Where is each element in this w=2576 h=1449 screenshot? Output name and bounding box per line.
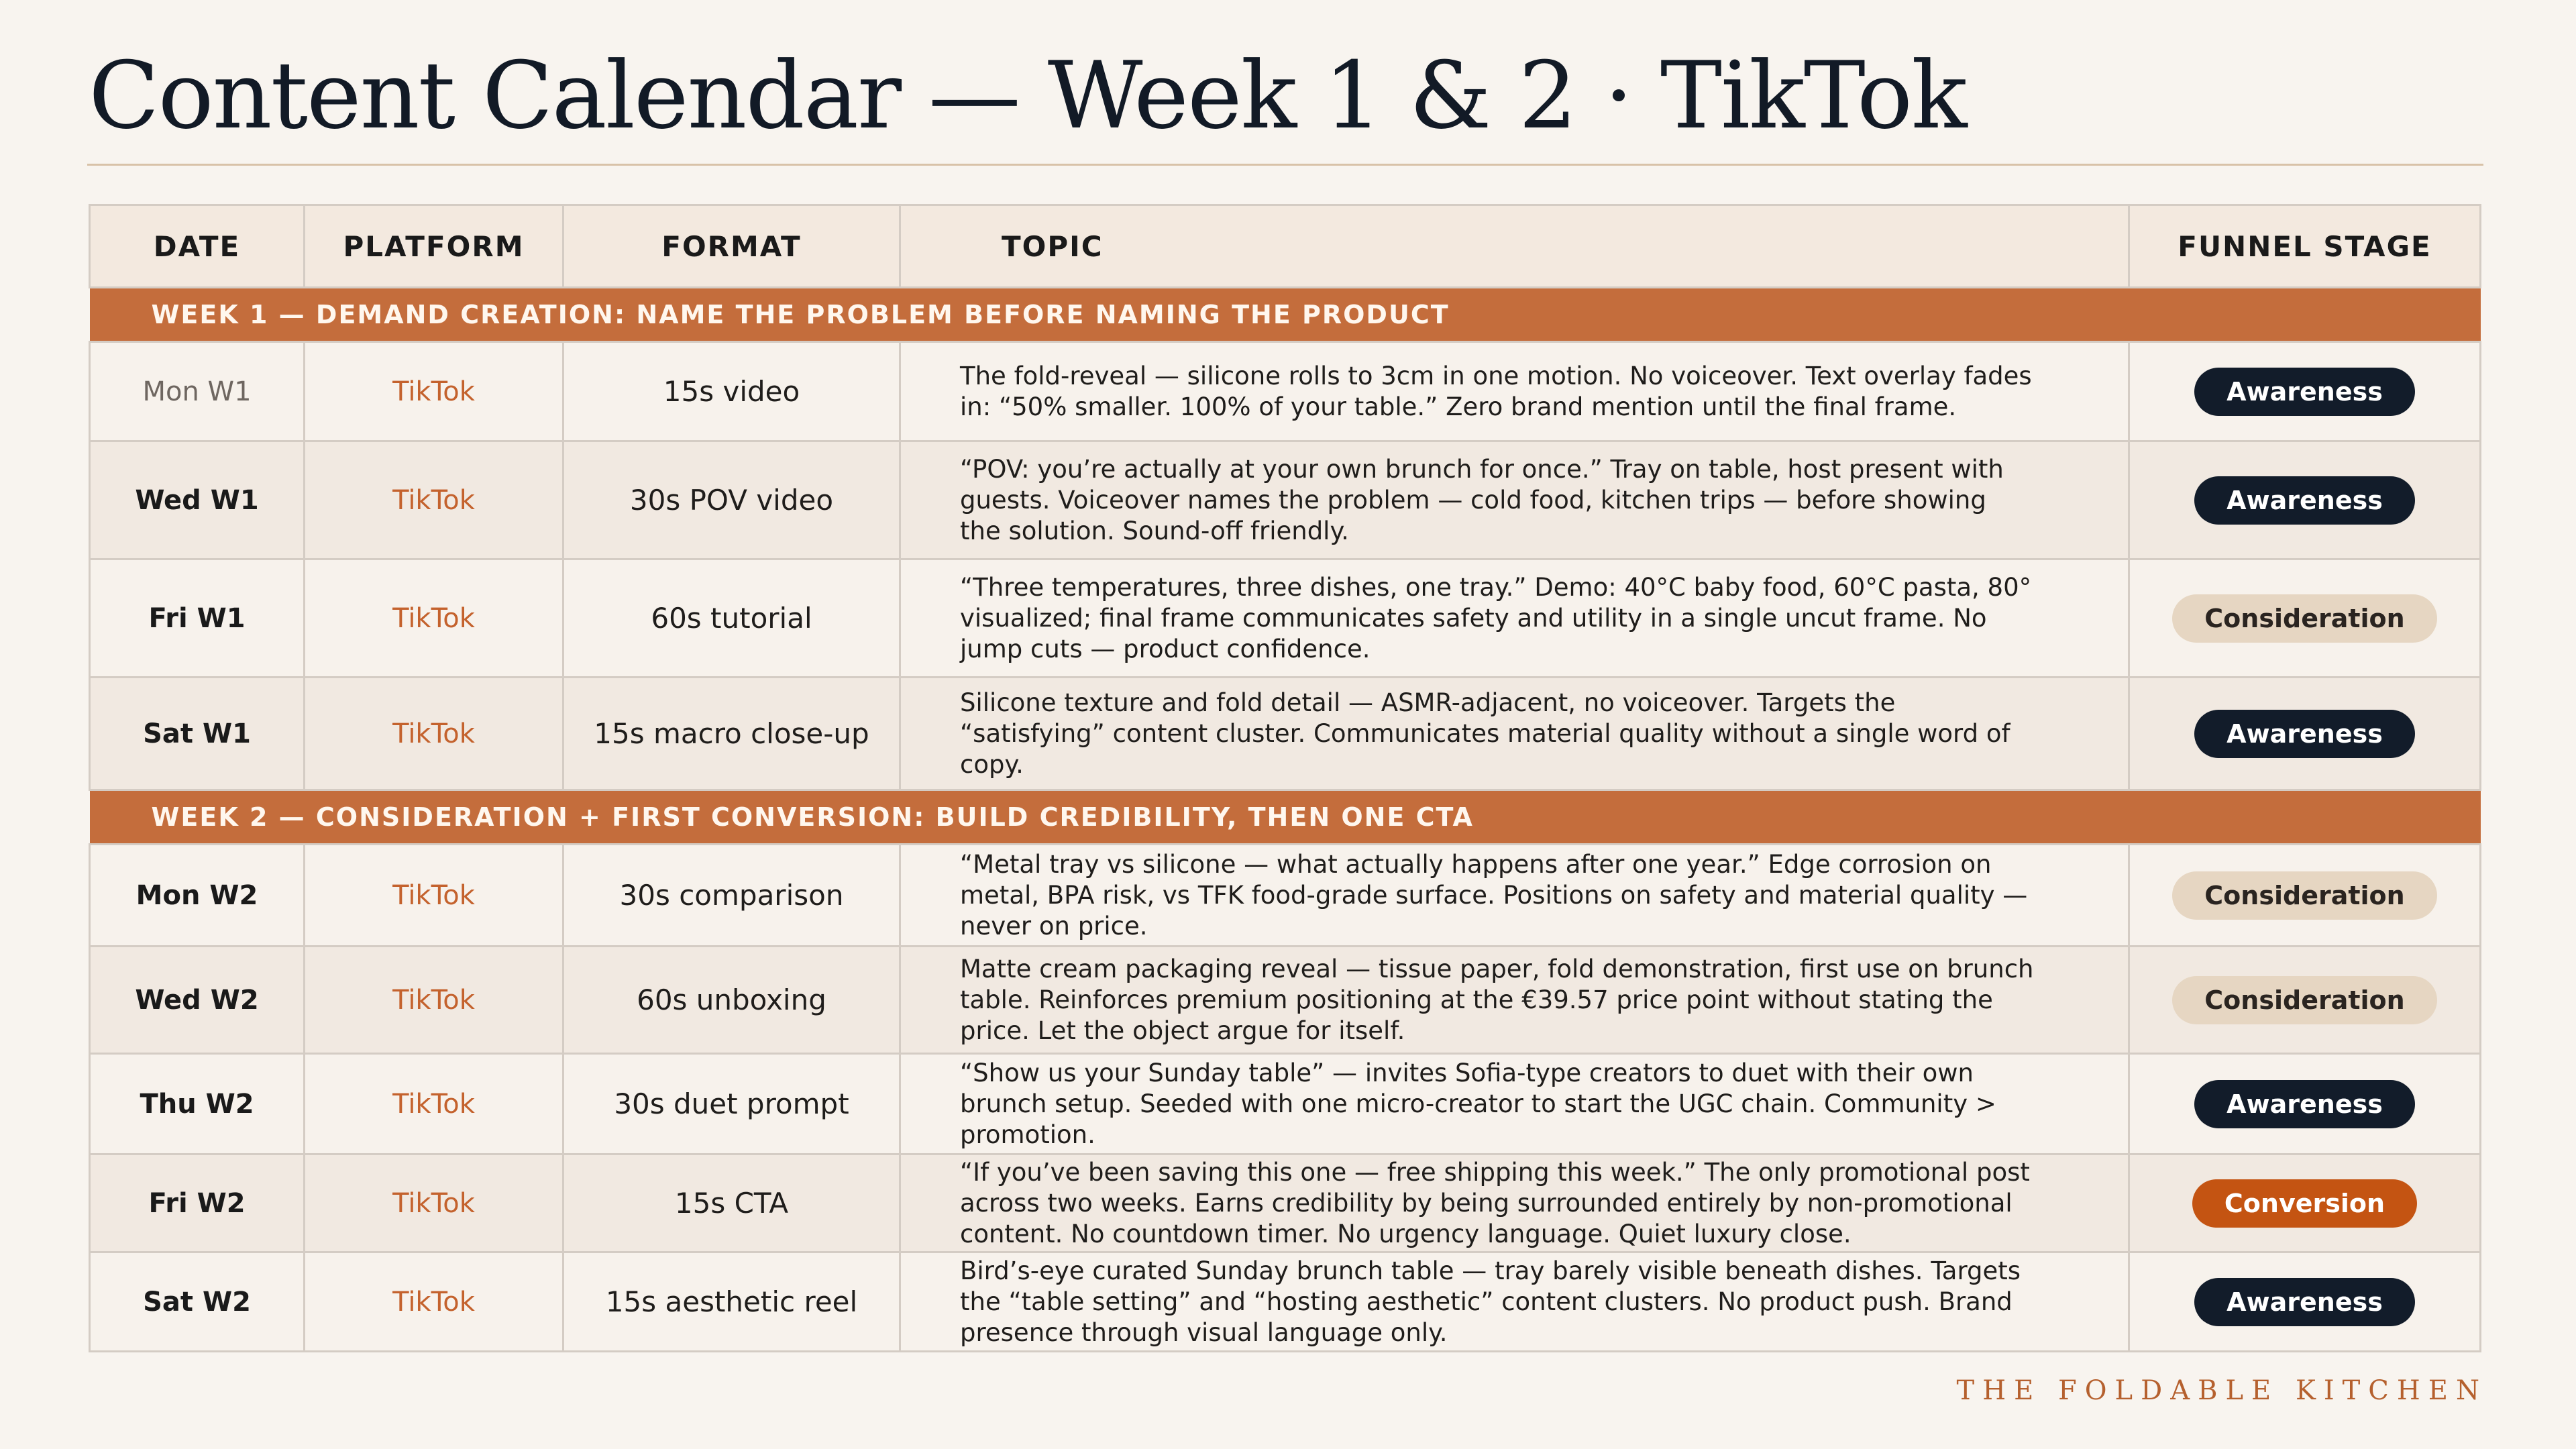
format-cell: 30s POV video (564, 441, 900, 559)
date-cell: Sat W2 (90, 1252, 305, 1352)
table-row (90, 1252, 2481, 1352)
platform-cell: TikTok (305, 441, 564, 559)
table-row (90, 1054, 2481, 1155)
header-platform: PLATFORM (305, 205, 564, 288)
week-banner: WEEK 1 — DEMAND CREATION: NAME THE PROBLEM BEFORE NAMING THE PRODUCT (90, 288, 2481, 342)
date-cell: Mon W1 (90, 342, 305, 441)
content-calendar-table (89, 204, 2481, 1352)
topic-cell: “Metal tray vs silicone — what actually happens after one year.” Edge corrosion on metal, BPA risk, vs TFK food-grade surface. Positions on safety and material quality — never on price. (900, 845, 2129, 947)
funnel-cell (2129, 947, 2481, 1054)
format-cell: 15s CTA (564, 1155, 900, 1252)
topic-cell: “Three temperatures, three dishes, one tray.” Demo: 40°C baby food, 60°C pasta, 80° visualized; final frame communicates safety and utility in a single uncut frame. No jump cuts — product confidence. (900, 559, 2129, 678)
platform-cell: TikTok (305, 947, 564, 1054)
format-cell: 60s unboxing (564, 947, 900, 1054)
platform-cell: TikTok (305, 559, 564, 678)
date-cell: Wed W1 (90, 441, 305, 559)
week-banner: WEEK 2 — CONSIDERATION + FIRST CONVERSION: BUILD CREDIBILITY, THEN ONE CTA (90, 790, 2481, 845)
week-banner-row (90, 288, 2481, 342)
topic-cell: Bird’s-eye curated Sunday brunch table — tray barely visible beneath dishes. Targets the “table setting” and “hosting aesthetic” content clusters. No product push. Brand presence through visual language only. (900, 1252, 2129, 1352)
funnel-stage-badge: Awareness (2194, 1080, 2415, 1128)
table-row (90, 947, 2481, 1054)
week-banner-row (90, 790, 2481, 845)
platform-cell: TikTok (305, 1155, 564, 1252)
title-divider (87, 164, 2483, 166)
funnel-stage-badge: Awareness (2194, 476, 2415, 525)
funnel-stage-badge: Consideration (2172, 976, 2436, 1024)
header-funnel-stage: FUNNEL STAGE (2129, 205, 2481, 288)
platform-cell: TikTok (305, 342, 564, 441)
topic-cell: “POV: you’re actually at your own brunch for once.” Tray on table, host present with guests. Voiceover names the problem — cold food, kitchen trips — before showing the solution. Sound-off friendly. (900, 441, 2129, 559)
topic-cell: “Show us your Sunday table” — invites Sofia-type creators to duet with their own brunch setup. Seeded with one micro-creator to start the UGC chain. Community > promotion. (900, 1054, 2129, 1155)
format-cell: 60s tutorial (564, 559, 900, 678)
page-title: Content Calendar — Week 1 & 2 · TikTok (89, 42, 1966, 150)
date-cell: Fri W1 (90, 559, 305, 678)
funnel-stage-badge: Awareness (2194, 368, 2415, 416)
funnel-cell (2129, 441, 2481, 559)
table-row (90, 845, 2481, 947)
format-cell: 15s video (564, 342, 900, 441)
date-cell: Fri W2 (90, 1155, 305, 1252)
funnel-cell (2129, 678, 2481, 790)
funnel-stage-badge: Conversion (2192, 1179, 2417, 1228)
date-cell: Mon W2 (90, 845, 305, 947)
funnel-stage-badge: Consideration (2172, 871, 2436, 920)
funnel-cell (2129, 1155, 2481, 1252)
brand-wordmark: THE FOLDABLE KITCHEN (1956, 1375, 2487, 1406)
platform-cell: TikTok (305, 1252, 564, 1352)
table-header-row (90, 205, 2481, 288)
funnel-stage-badge: Awareness (2194, 1278, 2415, 1326)
platform-cell: TikTok (305, 678, 564, 790)
format-cell: 30s duet prompt (564, 1054, 900, 1155)
table-body (90, 288, 2481, 1352)
table-row (90, 441, 2481, 559)
funnel-cell (2129, 845, 2481, 947)
format-cell: 30s comparison (564, 845, 900, 947)
funnel-cell (2129, 1054, 2481, 1155)
header-date: DATE (90, 205, 305, 288)
date-cell: Wed W2 (90, 947, 305, 1054)
date-cell: Thu W2 (90, 1054, 305, 1155)
date-cell: Sat W1 (90, 678, 305, 790)
platform-cell: TikTok (305, 845, 564, 947)
funnel-stage-badge: Awareness (2194, 710, 2415, 758)
header-topic: TOPIC (900, 205, 2129, 288)
topic-cell: Silicone texture and fold detail — ASMR-adjacent, no voiceover. Targets the “satisfying” content cluster. Communicates material quality without a single word of copy. (900, 678, 2129, 790)
format-cell: 15s aesthetic reel (564, 1252, 900, 1352)
funnel-cell (2129, 559, 2481, 678)
format-cell: 15s macro close-up (564, 678, 900, 790)
header-format: FORMAT (564, 205, 900, 288)
topic-cell: The fold-reveal — silicone rolls to 3cm in one motion. No voiceover. Text overlay fades in: “50% smaller. 100% of your table.” Zero brand mention until the final frame. (900, 342, 2129, 441)
table-row (90, 559, 2481, 678)
table-row (90, 678, 2481, 790)
funnel-stage-badge: Consideration (2172, 594, 2436, 643)
table-row (90, 1155, 2481, 1252)
platform-cell: TikTok (305, 1054, 564, 1155)
table-row (90, 342, 2481, 441)
topic-cell: “If you’ve been saving this one — free shipping this week.” The only promotional post across two weeks. Earns credibility by being surrounded entirely by non-promotional content. No countdown timer. No urgency language. Quiet luxury close. (900, 1155, 2129, 1252)
funnel-cell (2129, 1252, 2481, 1352)
topic-cell: Matte cream packaging reveal — tissue paper, fold demonstration, first use on brunch table. Reinforces premium positioning at the €39.57 price point without stating the price. Let the object argue for itself. (900, 947, 2129, 1054)
funnel-cell (2129, 342, 2481, 441)
